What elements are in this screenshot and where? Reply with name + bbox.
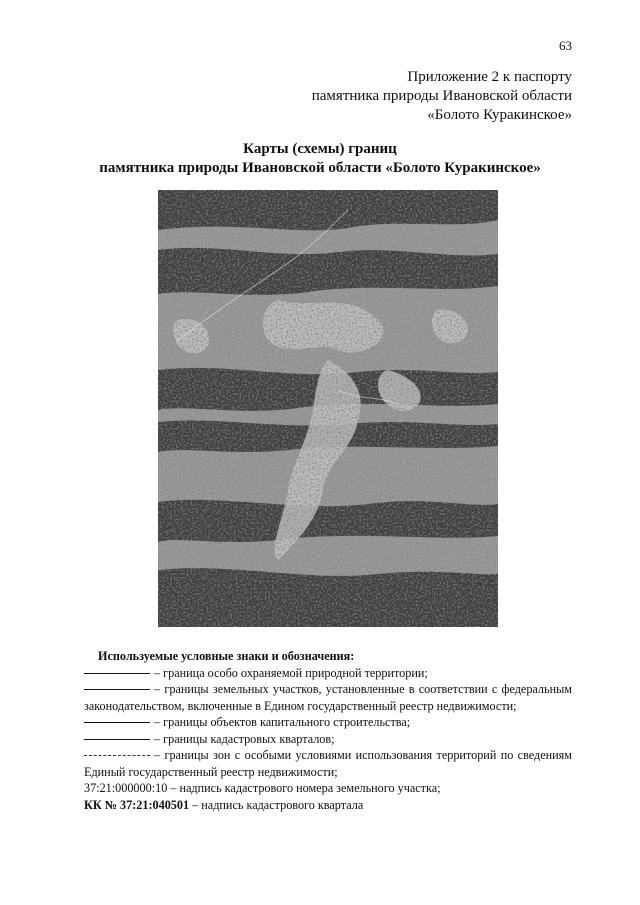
legend-item-text: – границы зон с особыми условиями использования территорий по сведениям Единый государственный реестр недвижимости; — [84, 748, 572, 779]
legend-item-cadastral-quarter-boundary — [84, 731, 572, 748]
legend-item-quarter-label — [84, 797, 572, 814]
solid-line-symbol — [84, 739, 150, 740]
legend-item-land-plot-boundary — [84, 681, 572, 714]
page-number: 63 — [559, 38, 572, 53]
legend — [84, 648, 572, 813]
parcel-label-code: 37:21:000000:10 — [84, 781, 168, 795]
quarter-label-text: – надпись кадастрового квартала — [192, 797, 364, 812]
appendix-note — [252, 68, 572, 125]
solid-line-symbol — [84, 722, 150, 723]
title-line-2: памятника природы Ивановской области «Болото Куракинское» — [99, 160, 541, 176]
parcel-label-text: – надпись кадастрового номера земельного участка; — [170, 781, 441, 795]
solid-line-symbol — [84, 673, 150, 674]
legend-item-parcel-label — [84, 780, 572, 797]
legend-item-text: – границы кадастровых кварталов; — [154, 731, 335, 746]
appendix-line-3: «Болото Куракинское» — [427, 107, 572, 123]
legend-heading: Используемые условные знаки и обозначения: — [98, 649, 355, 663]
title-line-1: Карты (схемы) границ — [243, 141, 397, 157]
dashed-line-symbol — [84, 755, 150, 756]
appendix-line-1: Приложение 2 к паспорту — [407, 69, 572, 85]
legend-item-text: – граница особо охраняемой природной территории; — [154, 665, 428, 680]
solid-line-symbol — [84, 689, 150, 690]
legend-item-text: – границы земельных участков, установленные в соответствии с федеральным законодательством, включенные в Едином государственный реестр недвижимости; — [84, 682, 572, 713]
legend-item-text: – границы объектов капитального строительства; — [154, 715, 411, 729]
legend-item-building-boundary — [84, 714, 572, 731]
legend-item-special-zone-boundary — [84, 747, 572, 780]
appendix-line-2: памятника природы Ивановской области — [311, 88, 572, 104]
aerial-map-image — [158, 190, 498, 627]
legend-item-oopt-boundary — [84, 665, 572, 682]
quarter-label-code: КК № 37:21:040501 — [84, 797, 190, 812]
document-title — [60, 140, 580, 178]
